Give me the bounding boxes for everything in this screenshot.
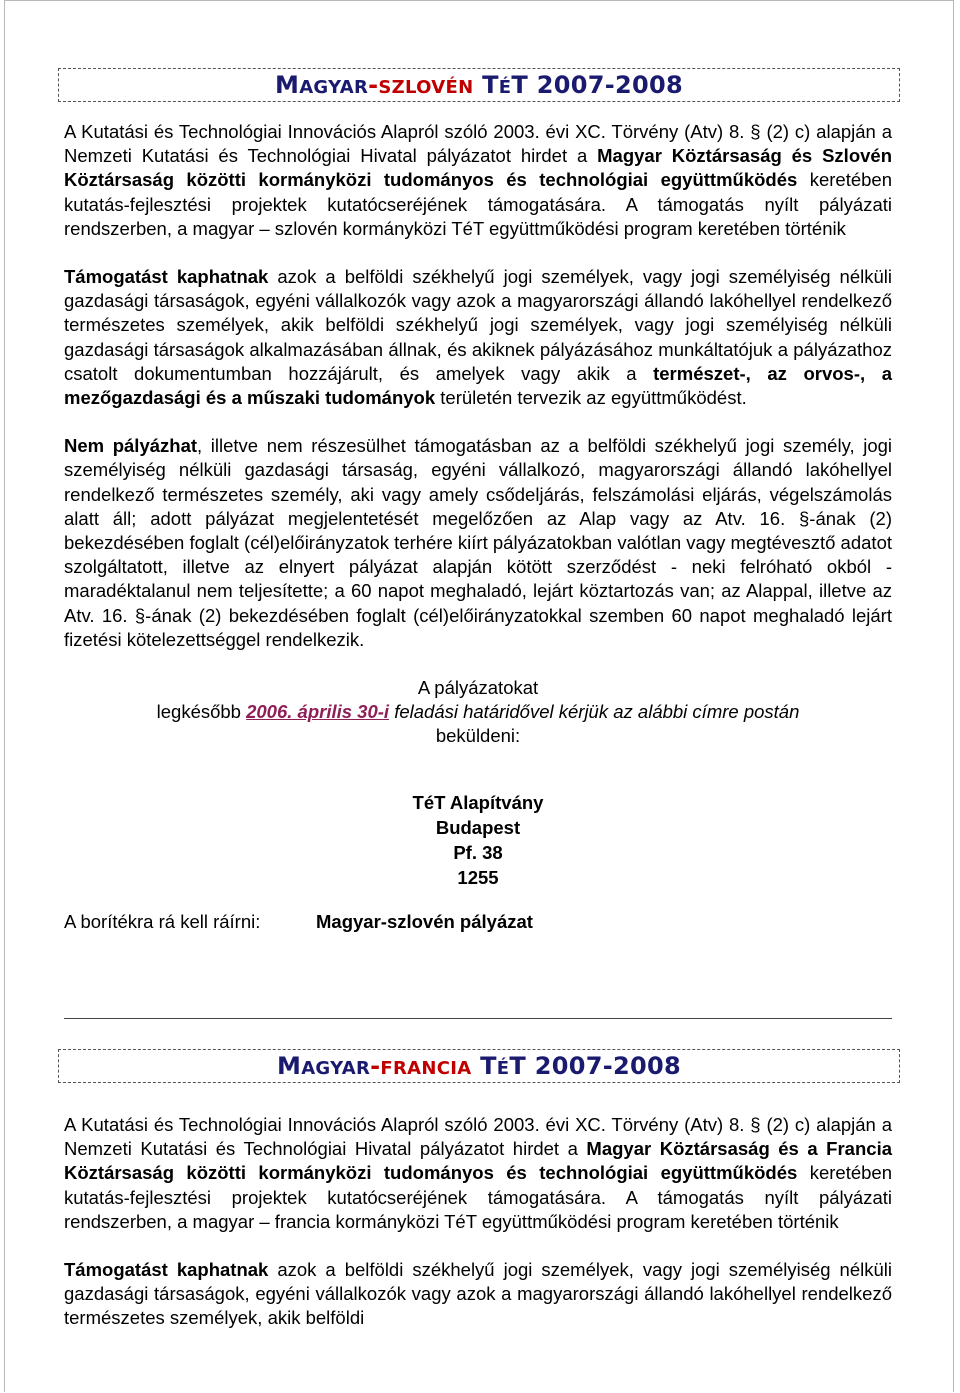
- eligible-paragraph: [64, 265, 892, 410]
- submit-text: feladási határidővel kérjük az alábbi címre postán: [389, 701, 800, 723]
- submission-block: [64, 676, 892, 749]
- intro-text-a: A Kutatási és Technológiai Innovációs Alapról szóló 2003. évi XC. Törvény (Atv) 8. § (2) c) alapján a Nemzeti Kutatási és Technológiai Hivatal pályázatot hirdet a: [64, 1114, 892, 1160]
- section-body-french: [64, 1113, 892, 1331]
- envelope-label: A borítékra rá kell ráírni:: [64, 910, 261, 932]
- eligible-paragraph: [64, 1258, 892, 1331]
- address-pobox: Pf. 38: [453, 841, 503, 863]
- title-hyphen: -: [370, 1052, 381, 1080]
- eligible-fields: természet-, az orvos-, a mezőgazdasági és a műszaki tudományok: [64, 362, 892, 409]
- submit-line-1: A pályázatokat: [417, 677, 539, 699]
- address-city: Budapest: [435, 816, 521, 838]
- eligible-lead: Támogatást kaphatnak: [64, 266, 269, 288]
- ineligible-paragraph: [64, 434, 892, 652]
- address-zip: 1255: [457, 866, 499, 888]
- section-body-slovenian: [64, 120, 892, 934]
- deadline-date: 2006. április 30-i: [246, 701, 390, 723]
- submit-line-2: [64, 700, 892, 724]
- intro-bold: Magyar Köztársaság és a Francia Köztársaság közötti kormányközi tudományos és technológiai együttműködés: [64, 1138, 892, 1184]
- address-block: [64, 790, 892, 890]
- ineligible-lead: Nem pályázhat: [64, 435, 198, 457]
- title-tet-t: T: [471, 1052, 497, 1080]
- intro-bold: Magyar Köztársaság és Szlovén Köztársaság közötti kormányközi tudományos és technológiai együttműködés: [64, 145, 892, 191]
- ineligible-text: , illetve nem részesülhet támogatásban az a belföldi székhelyű jogi személy, jogi személyiség nélküli gazdasági társaság, egyéni vállalkozó, magyarországi állandó lakóhellyel rendelkező természetes személy, aki vagy amely csődeljárás, felszámolási eljárás, végelszámolás alatt áll; adott pályázat megjelentetését megelőzően az Alap vagy az Atv. 16. §-ának (2) bekezdésében foglalt (cél)előirányzatok terhére kiírt pályázatokban valótlan vagy megtévesztő adatot szolgáltatott, illetve az elnyert pályázat alapján kötött szerződést - neki felróható okból - maradéktalanul nem teljesítette; a 60 napot meghaladó, lejárt köztartozás van; az Alappal, illetve az Atv. 16. §-ának (2) bekezdésében foglalt (cél)előirányzatokkal szemben 60 napot meghaladó lejárt fizetési kötelezettséggel rendelkezik.: [64, 435, 893, 650]
- address-name: TéT Alapítvány: [412, 791, 544, 813]
- intro-paragraph: [64, 120, 892, 241]
- eligible-text: azok a belföldi székhelyű jogi személyek, vagy jogi személyiség nélküli gazdasági társaságok, egyéni vállalkozók vagy azok a magyarországi állandó lakóhellyel rendelkező természetes személyek, akik belföldi: [64, 1259, 892, 1329]
- title-initial: M: [277, 1052, 302, 1080]
- submit-lead: legkésőbb: [156, 701, 247, 723]
- title-tet-e: É: [498, 77, 512, 98]
- title-tet-rest: T 2007-2008: [509, 1052, 681, 1080]
- eligible-text: azok a belföldi székhelyű jogi személyek, vagy jogi személyiség nélküli gazdasági társaságok, egyéni vállalkozók vagy azok a magyarországi állandó lakóhellyel rendelkező természetes személyek, akik belföldi székhelyű jogi személyek, vagy jogi személyiség nélküli gazdasági társaságok alkalmazásában állnak, és akiknek pályázásához munkáltatójuk a pályázathoz csatolt dokumentumban hozzájárult, és amelyek vagy akik a: [64, 266, 892, 384]
- intro-text-a: A Kutatási és Technológiai Innovációs Alapról szóló 2003. évi XC. Törvény (Atv) 8. § (2) c) alapján a Nemzeti Kutatási és Technológiai Hivatal pályázatot hirdet a: [64, 121, 892, 167]
- eligible-end: területén tervezik az együttműködést.: [435, 387, 747, 409]
- title-tet-e: É: [496, 1058, 510, 1079]
- envelope-line: [64, 910, 892, 934]
- intro-text-c: keretében kutatás-fejlesztési projektek kutatócseréjének támogatására. A támogatás nyílt pályázati rendszerben, a magyar – francia kormányközi TéT együttműködési program keretében történik: [64, 1162, 892, 1232]
- title-tet-t: T: [473, 71, 499, 99]
- intro-text-c: keretében kutatás-fejlesztési projektek kutatócseréjének támogatására. A támogatás nyílt pályázati rendszerben, a magyar – szlovén kormányközi TéT együttműködési program keretében történik: [64, 169, 892, 239]
- envelope-value: Magyar-szlovén pályázat: [316, 910, 533, 932]
- section-divider: [64, 1018, 892, 1019]
- section-title-french: [58, 1049, 900, 1083]
- section-title-slovenian: [58, 68, 900, 102]
- eligible-lead: Támogatást kaphatnak: [64, 1259, 269, 1281]
- intro-paragraph: [64, 1113, 892, 1234]
- title-hyphen: -: [368, 71, 379, 99]
- title-initial: M: [275, 71, 300, 99]
- title-country: FRANCIA: [380, 1058, 472, 1079]
- title-country: SZLOVÉN: [378, 77, 474, 98]
- title-small-caps: AGYAR: [301, 1058, 371, 1079]
- submit-line-3: beküldeni:: [435, 725, 521, 747]
- title-small-caps: AGYAR: [299, 77, 369, 98]
- title-tet-rest: T 2007-2008: [511, 71, 683, 99]
